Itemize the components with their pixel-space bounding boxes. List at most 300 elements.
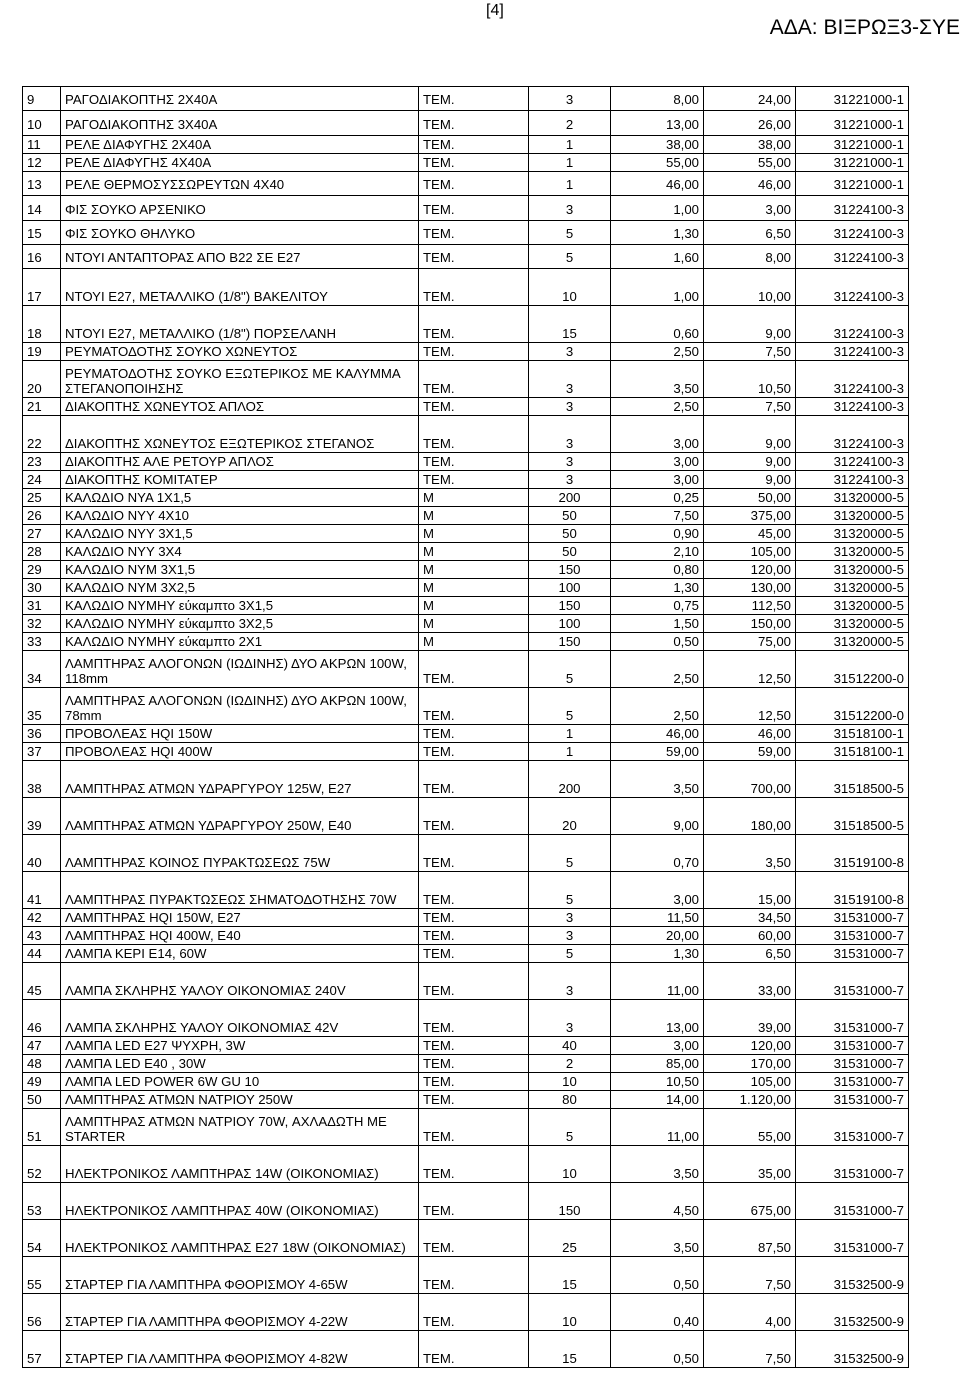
table-row [23,306,909,343]
cell-qty: 20 [529,798,611,835]
cell-cpv: 31532500-9 [796,1331,909,1368]
items-table [22,86,909,1368]
cell-unit: ΤΕΜ. [419,269,529,306]
cell-unit: ΤΕΜ. [419,1091,529,1109]
cell-no: 16 [23,244,61,268]
cell-desc: ΝΤΟΥΙ Ε27, ΜΕΤΑΛΛΙΚΟ (1/8") ΒΑΚΕΛΙΤΟΥ [61,269,419,306]
table-row [23,927,909,945]
table-row [23,798,909,835]
cell-qty: 5 [529,651,611,688]
cell-desc: ΡΕΛΕ ΔΙΑΦΥΓΗΣ 2Χ40Α [61,135,419,153]
cell-unit: Μ [419,561,529,579]
cell-no: 51 [23,1109,61,1146]
cell-unit: ΤΕΜ. [419,171,529,195]
cell-desc: ΡΑΓΟΔΙΑΚΟΠΤΗΣ 3Χ40Α [61,111,419,135]
cell-total: 180,00 [704,798,796,835]
cell-no: 30 [23,579,61,597]
cell-cpv: 31512200-0 [796,688,909,725]
cell-cpv: 31531000-7 [796,1073,909,1091]
cell-no: 54 [23,1220,61,1257]
table-row [23,220,909,244]
cell-desc: ΚΑΛΩΔΙΟ ΝΥΜΗΥ εύκαμπτο 3Χ2,5 [61,615,419,633]
cell-no: 27 [23,525,61,543]
cell-desc: ΚΑΛΩΔΙΟ ΝΥΜ 3Χ1,5 [61,561,419,579]
cell-qty: 1 [529,743,611,761]
cell-total: 7,50 [704,343,796,361]
cell-qty: 5 [529,244,611,268]
cell-cpv: 31531000-7 [796,1146,909,1183]
cell-total: 4,00 [704,1294,796,1331]
cell-unit: ΤΕΜ. [419,945,529,963]
cell-price: 0,75 [611,597,704,615]
cell-qty: 10 [529,1146,611,1183]
cell-no: 15 [23,220,61,244]
cell-no: 39 [23,798,61,835]
cell-unit: ΤΕΜ. [419,963,529,1000]
cell-qty: 150 [529,561,611,579]
cell-qty: 3 [529,87,611,111]
cell-price: 2,50 [611,398,704,416]
cell-desc: ΚΑΛΩΔΙΟ ΝΥΜΗΥ εύκαμπτο 3Χ1,5 [61,597,419,615]
cell-desc: ΗΛΕΚΤΡΟΝΙΚΟΣ ΛΑΜΠΤΗΡΑΣ Ε27 18W (ΟΙΚΟΝΟΜΙΑΣ) [61,1220,419,1257]
table-row [23,1091,909,1109]
cell-desc: ΡΑΓΟΔΙΑΚΟΠΤΗΣ 2Χ40Α [61,87,419,111]
cell-desc: ΛΑΜΠΤΗΡΑΣ ΠΥΡΑΚΤΩΣΕΩΣ ΣΗΜΑΤΟΔΟΤΗΣΗΣ 70W [61,872,419,909]
cell-price: 1,30 [611,579,704,597]
cell-unit: ΤΕΜ. [419,1294,529,1331]
cell-price: 2,50 [611,651,704,688]
cell-unit: ΤΕΜ. [419,1220,529,1257]
table-row [23,872,909,909]
cell-price: 10,50 [611,1073,704,1091]
cell-no: 56 [23,1294,61,1331]
cell-no: 35 [23,688,61,725]
cell-qty: 200 [529,489,611,507]
table-row [23,196,909,220]
cell-total: 55,00 [704,153,796,171]
cell-cpv: 31531000-7 [796,909,909,927]
cell-unit: ΤΕΜ. [419,453,529,471]
cell-unit: ΤΕΜ. [419,471,529,489]
cell-unit: Μ [419,597,529,615]
table-row [23,135,909,153]
cell-desc: ΛΑΜΠΤΗΡΑΣ ΑΤΜΩΝ ΥΔΡΑΡΓΥΡΟΥ 250W, Ε40 [61,798,419,835]
cell-desc: ΚΑΛΩΔΙΟ ΝΥΜΗΥ εύκαμπτο 2Χ1 [61,633,419,651]
cell-no: 55 [23,1257,61,1294]
cell-qty: 3 [529,927,611,945]
table-row [23,651,909,688]
cell-qty: 5 [529,220,611,244]
cell-price: 11,00 [611,1109,704,1146]
cell-unit: ΤΕΜ. [419,761,529,798]
cell-price: 1,00 [611,196,704,220]
cell-cpv: 31531000-7 [796,1183,909,1220]
cell-cpv: 31221000-1 [796,153,909,171]
cell-total: 170,00 [704,1055,796,1073]
cell-cpv: 31320000-5 [796,597,909,615]
cell-unit: ΤΕΜ. [419,1055,529,1073]
cell-desc: ΚΑΛΩΔΙΟ ΝΥΥ 4Χ10 [61,507,419,525]
cell-qty: 100 [529,579,611,597]
cell-qty: 1 [529,725,611,743]
cell-desc: ΠΡΟΒΟΛΕΑΣ HQI 400W [61,743,419,761]
cell-price: 13,00 [611,111,704,135]
cell-cpv: 31531000-7 [796,1000,909,1037]
cell-no: 13 [23,171,61,195]
cell-unit: ΤΕΜ. [419,153,529,171]
cell-desc: ΛΑΜΠΤΗΡΑΣ ΑΛΟΓΟΝΩΝ (ΙΩΔΙΝΗΣ) ΔΥΟ ΑΚΡΩΝ 100W, 118mm [61,651,419,688]
cell-price: 0,50 [611,633,704,651]
cell-qty: 5 [529,872,611,909]
cell-total: 120,00 [704,1037,796,1055]
table-row [23,597,909,615]
cell-cpv: 31320000-5 [796,579,909,597]
cell-cpv: 31531000-7 [796,1037,909,1055]
cell-qty: 50 [529,525,611,543]
cell-no: 46 [23,1000,61,1037]
cell-cpv: 31224100-3 [796,244,909,268]
cell-desc: ΣΤΑΡΤΕΡ ΓΙΑ ΛΑΜΠΤΗΡΑ ΦΘΟΡΙΣΜΟΥ 4-65W [61,1257,419,1294]
cell-cpv: 31531000-7 [796,945,909,963]
cell-qty: 50 [529,507,611,525]
cell-price: 0,25 [611,489,704,507]
cell-cpv: 31224100-3 [796,416,909,453]
cell-price: 14,00 [611,1091,704,1109]
cell-desc: ΗΛΕΚΤΡΟΝΙΚΟΣ ΛΑΜΠΤΗΡΑΣ 14W (ΟΙΚΟΝΟΜΙΑΣ) [61,1146,419,1183]
cell-total: 46,00 [704,171,796,195]
cell-total: 55,00 [704,1109,796,1146]
cell-unit: ΤΕΜ. [419,87,529,111]
cell-no: 22 [23,416,61,453]
table-row [23,1294,909,1331]
cell-no: 14 [23,196,61,220]
cell-qty: 3 [529,1000,611,1037]
cell-desc: ΛΑΜΠΑ ΣΚΛΗΡΗΣ ΥΑΛΟΥ ΟΙΚΟΝΟΜΙΑΣ 240V [61,963,419,1000]
cell-no: 29 [23,561,61,579]
cell-price: 3,00 [611,416,704,453]
cell-no: 49 [23,1073,61,1091]
cell-cpv: 31224100-3 [796,361,909,398]
cell-unit: ΤΕΜ. [419,725,529,743]
cell-total: 9,00 [704,453,796,471]
cell-no: 42 [23,909,61,927]
cell-total: 7,50 [704,398,796,416]
cell-desc: ΚΑΛΩΔΙΟ ΝΥΜ 3Χ2,5 [61,579,419,597]
cell-cpv: 31320000-5 [796,489,909,507]
cell-qty: 150 [529,597,611,615]
cell-price: 0,90 [611,525,704,543]
cell-desc: ΛΑΜΠΤΗΡΑΣ ΑΤΜΩΝ ΥΔΡΑΡΓΥΡΟΥ 125W, Ε27 [61,761,419,798]
cell-desc: ΛΑΜΠΑ ΣΚΛΗΡΗΣ ΥΑΛΟΥ ΟΙΚΟΝΟΜΙΑΣ 42V [61,1000,419,1037]
cell-unit: ΤΕΜ. [419,909,529,927]
cell-unit: ΤΕΜ. [419,135,529,153]
cell-total: 105,00 [704,1073,796,1091]
cell-cpv: 31221000-1 [796,111,909,135]
cell-no: 45 [23,963,61,1000]
cell-price: 3,00 [611,872,704,909]
cell-no: 11 [23,135,61,153]
cell-cpv: 31512200-0 [796,651,909,688]
cell-qty: 10 [529,1294,611,1331]
cell-total: 34,50 [704,909,796,927]
cell-price: 55,00 [611,153,704,171]
cell-unit: ΤΕΜ. [419,872,529,909]
cell-unit: Μ [419,579,529,597]
table-row [23,471,909,489]
cell-price: 0,40 [611,1294,704,1331]
cell-total: 87,50 [704,1220,796,1257]
cell-cpv: 31320000-5 [796,561,909,579]
cell-unit: Μ [419,507,529,525]
cell-no: 21 [23,398,61,416]
cell-price: 11,00 [611,963,704,1000]
cell-desc: ΚΑΛΩΔΙΟ ΝΥΥ 3Χ1,5 [61,525,419,543]
table-row [23,416,909,453]
cell-qty: 200 [529,761,611,798]
cell-no: 43 [23,927,61,945]
cell-unit: ΤΕΜ. [419,306,529,343]
cell-desc: ΣΤΑΡΤΕΡ ΓΙΑ ΛΑΜΠΤΗΡΑ ΦΘΟΡΙΣΜΟΥ 4-22W [61,1294,419,1331]
cell-price: 1,50 [611,615,704,633]
cell-unit: ΤΕΜ. [419,798,529,835]
table-row [23,1146,909,1183]
cell-cpv: 31531000-7 [796,1055,909,1073]
cell-qty: 5 [529,688,611,725]
cell-total: 150,00 [704,615,796,633]
cell-total: 9,00 [704,416,796,453]
table-row [23,1000,909,1037]
table-row [23,688,909,725]
cell-desc: ΦΙΣ ΣΟΥΚΟ ΑΡΣΕΝΙΚΟ [61,196,419,220]
cell-qty: 1 [529,135,611,153]
cell-price: 1,60 [611,244,704,268]
cell-desc: ΝΤΟΥΙ Ε27, ΜΕΤΑΛΛΙΚΟ (1/8") ΠΟΡΣΕΛΑΝΗ [61,306,419,343]
cell-unit: ΤΕΜ. [419,361,529,398]
cell-cpv: 31532500-9 [796,1257,909,1294]
cell-cpv: 31224100-3 [796,471,909,489]
cell-qty: 50 [529,543,611,561]
cell-cpv: 31519100-8 [796,835,909,872]
cell-unit: Μ [419,543,529,561]
cell-cpv: 31224100-3 [796,196,909,220]
cell-no: 19 [23,343,61,361]
cell-no: 18 [23,306,61,343]
cell-total: 8,00 [704,244,796,268]
cell-total: 9,00 [704,471,796,489]
cell-unit: Μ [419,633,529,651]
cell-price: 3,50 [611,761,704,798]
cell-total: 375,00 [704,507,796,525]
cell-desc: ΛΑΜΠΑ ΚΕΡΙ Ε14, 60W [61,945,419,963]
cell-qty: 2 [529,111,611,135]
cell-qty: 5 [529,945,611,963]
cell-unit: ΤΕΜ. [419,688,529,725]
cell-cpv: 31224100-3 [796,453,909,471]
cell-qty: 1 [529,153,611,171]
cell-desc: ΡΕΥΜΑΤΟΔΟΤΗΣ ΣΟΥΚΟ ΧΩΝΕΥΤΟΣ [61,343,419,361]
cell-desc: ΚΑΛΩΔΙΟ ΝΥΑ 1Χ1,5 [61,489,419,507]
table-row [23,725,909,743]
cell-price: 59,00 [611,743,704,761]
cell-price: 1,30 [611,945,704,963]
cell-total: 24,00 [704,87,796,111]
cell-price: 20,00 [611,927,704,945]
cell-total: 38,00 [704,135,796,153]
cell-price: 2,50 [611,688,704,725]
cell-qty: 15 [529,1257,611,1294]
cell-unit: ΤΕΜ. [419,196,529,220]
cell-total: 45,00 [704,525,796,543]
cell-cpv: 31531000-7 [796,1220,909,1257]
cell-cpv: 31320000-5 [796,543,909,561]
cell-cpv: 31518100-1 [796,743,909,761]
table-row [23,1055,909,1073]
cell-qty: 100 [529,615,611,633]
table-row [23,1109,909,1146]
cell-total: 120,00 [704,561,796,579]
cell-qty: 3 [529,398,611,416]
cell-total: 15,00 [704,872,796,909]
cell-qty: 3 [529,909,611,927]
cell-total: 130,00 [704,579,796,597]
cell-qty: 10 [529,1073,611,1091]
cell-desc: ΛΑΜΠΑ LED Ε40 , 30W [61,1055,419,1073]
cell-price: 9,00 [611,798,704,835]
table-row [23,343,909,361]
cell-price: 2,10 [611,543,704,561]
cell-unit: ΤΕΜ. [419,1257,529,1294]
table-row [23,945,909,963]
cell-cpv: 31320000-5 [796,633,909,651]
cell-no: 26 [23,507,61,525]
cell-cpv: 31221000-1 [796,135,909,153]
cell-cpv: 31532500-9 [796,1294,909,1331]
cell-qty: 5 [529,835,611,872]
cell-desc: ΡΕΛΕ ΘΕΡΜΟΣΥΣΣΩΡΕΥΤΩΝ 4Χ40 [61,171,419,195]
cell-qty: 1 [529,171,611,195]
table-row [23,1331,909,1368]
cell-no: 17 [23,269,61,306]
cell-price: 3,50 [611,1146,704,1183]
cell-no: 52 [23,1146,61,1183]
cell-qty: 15 [529,306,611,343]
cell-total: 700,00 [704,761,796,798]
cell-price: 3,00 [611,453,704,471]
cell-no: 10 [23,111,61,135]
cell-desc: ΗΛΕΚΤΡΟΝΙΚΟΣ ΛΑΜΠΤΗΡΑΣ 40W (ΟΙΚΟΝΟΜΙΑΣ) [61,1183,419,1220]
cell-unit: ΤΕΜ. [419,835,529,872]
cell-total: 9,00 [704,306,796,343]
cell-desc: ΛΑΜΠΤΗΡΑΣ ΚΟΙΝΟΣ ΠΥΡΑΚΤΩΣΕΩΣ 75W [61,835,419,872]
cell-no: 44 [23,945,61,963]
cell-qty: 2 [529,1055,611,1073]
cell-unit: ΤΕΜ. [419,343,529,361]
cell-cpv: 31531000-7 [796,1109,909,1146]
cell-total: 6,50 [704,945,796,963]
cell-cpv: 31531000-7 [796,963,909,1000]
table-row [23,761,909,798]
table-row [23,398,909,416]
cell-desc: ΡΕΥΜΑΤΟΔΟΤΗΣ ΣΟΥΚΟ ΕΞΩΤΕΡΙΚΟΣ ΜΕ ΚΑΛΥΜΜΑ ΣΤΕΓΑΝΟΠΟΙΗΣΗΣ [61,361,419,398]
cell-total: 59,00 [704,743,796,761]
cell-total: 50,00 [704,489,796,507]
cell-total: 12,50 [704,688,796,725]
cell-cpv: 31221000-1 [796,87,909,111]
cell-no: 25 [23,489,61,507]
cell-desc: ΔΙΑΚΟΠΤΗΣ ΑΛΕ ΡΕΤΟΥΡ ΑΠΛΟΣ [61,453,419,471]
cell-desc: ΝΤΟΥΙ ΑΝΤΑΠΤΟΡΑΣ ΑΠΟ Β22 ΣΕ Ε27 [61,244,419,268]
cell-price: 13,00 [611,1000,704,1037]
cell-unit: ΤΕΜ. [419,1073,529,1091]
cell-unit: ΤΕΜ. [419,398,529,416]
cell-cpv: 31224100-3 [796,220,909,244]
cell-price: 7,50 [611,507,704,525]
cell-no: 20 [23,361,61,398]
cell-qty: 15 [529,1331,611,1368]
cell-desc: ΛΑΜΠΤΗΡΑΣ ΑΤΜΩΝ ΝΑΤΡΙΟΥ 250W [61,1091,419,1109]
cell-desc: ΔΙΑΚΟΠΤΗΣ ΚΟΜΙΤΑΤΕΡ [61,471,419,489]
cell-unit: Μ [419,525,529,543]
cell-cpv: 31320000-5 [796,507,909,525]
table-row [23,743,909,761]
cell-total: 10,50 [704,361,796,398]
cell-cpv: 31518100-1 [796,725,909,743]
cell-unit: ΤΕΜ. [419,1146,529,1183]
cell-total: 7,50 [704,1257,796,1294]
cell-price: 3,00 [611,1037,704,1055]
table-row [23,615,909,633]
table-row [23,111,909,135]
cell-unit: ΤΕΜ. [419,927,529,945]
table-row [23,244,909,268]
cell-cpv: 31320000-5 [796,615,909,633]
cell-total: 12,50 [704,651,796,688]
table-row [23,489,909,507]
cell-price: 8,00 [611,87,704,111]
cell-total: 7,50 [704,1331,796,1368]
table-row [23,361,909,398]
cell-cpv: 31320000-5 [796,525,909,543]
table-row [23,963,909,1000]
cell-price: 3,00 [611,471,704,489]
cell-no: 57 [23,1331,61,1368]
table-row [23,909,909,927]
cell-no: 37 [23,743,61,761]
table-row [23,171,909,195]
cell-qty: 3 [529,343,611,361]
cell-unit: ΤΕΜ. [419,1183,529,1220]
cell-no: 23 [23,453,61,471]
cell-total: 60,00 [704,927,796,945]
cell-no: 53 [23,1183,61,1220]
cell-desc: ΔΙΑΚΟΠΤΗΣ ΧΩΝΕΥΤΟΣ ΑΠΛΟΣ [61,398,419,416]
cell-price: 3,50 [611,361,704,398]
cell-cpv: 31531000-7 [796,927,909,945]
cell-no: 12 [23,153,61,171]
cell-no: 24 [23,471,61,489]
cell-cpv: 31224100-3 [796,343,909,361]
table-row [23,1037,909,1055]
cell-cpv: 31224100-3 [796,306,909,343]
cell-total: 3,00 [704,196,796,220]
table-row [23,1183,909,1220]
cell-qty: 40 [529,1037,611,1055]
cell-price: 46,00 [611,171,704,195]
cell-unit: ΤΕΜ. [419,244,529,268]
cell-no: 33 [23,633,61,651]
page-number: [4] [486,2,504,19]
cell-cpv: 31518500-5 [796,761,909,798]
